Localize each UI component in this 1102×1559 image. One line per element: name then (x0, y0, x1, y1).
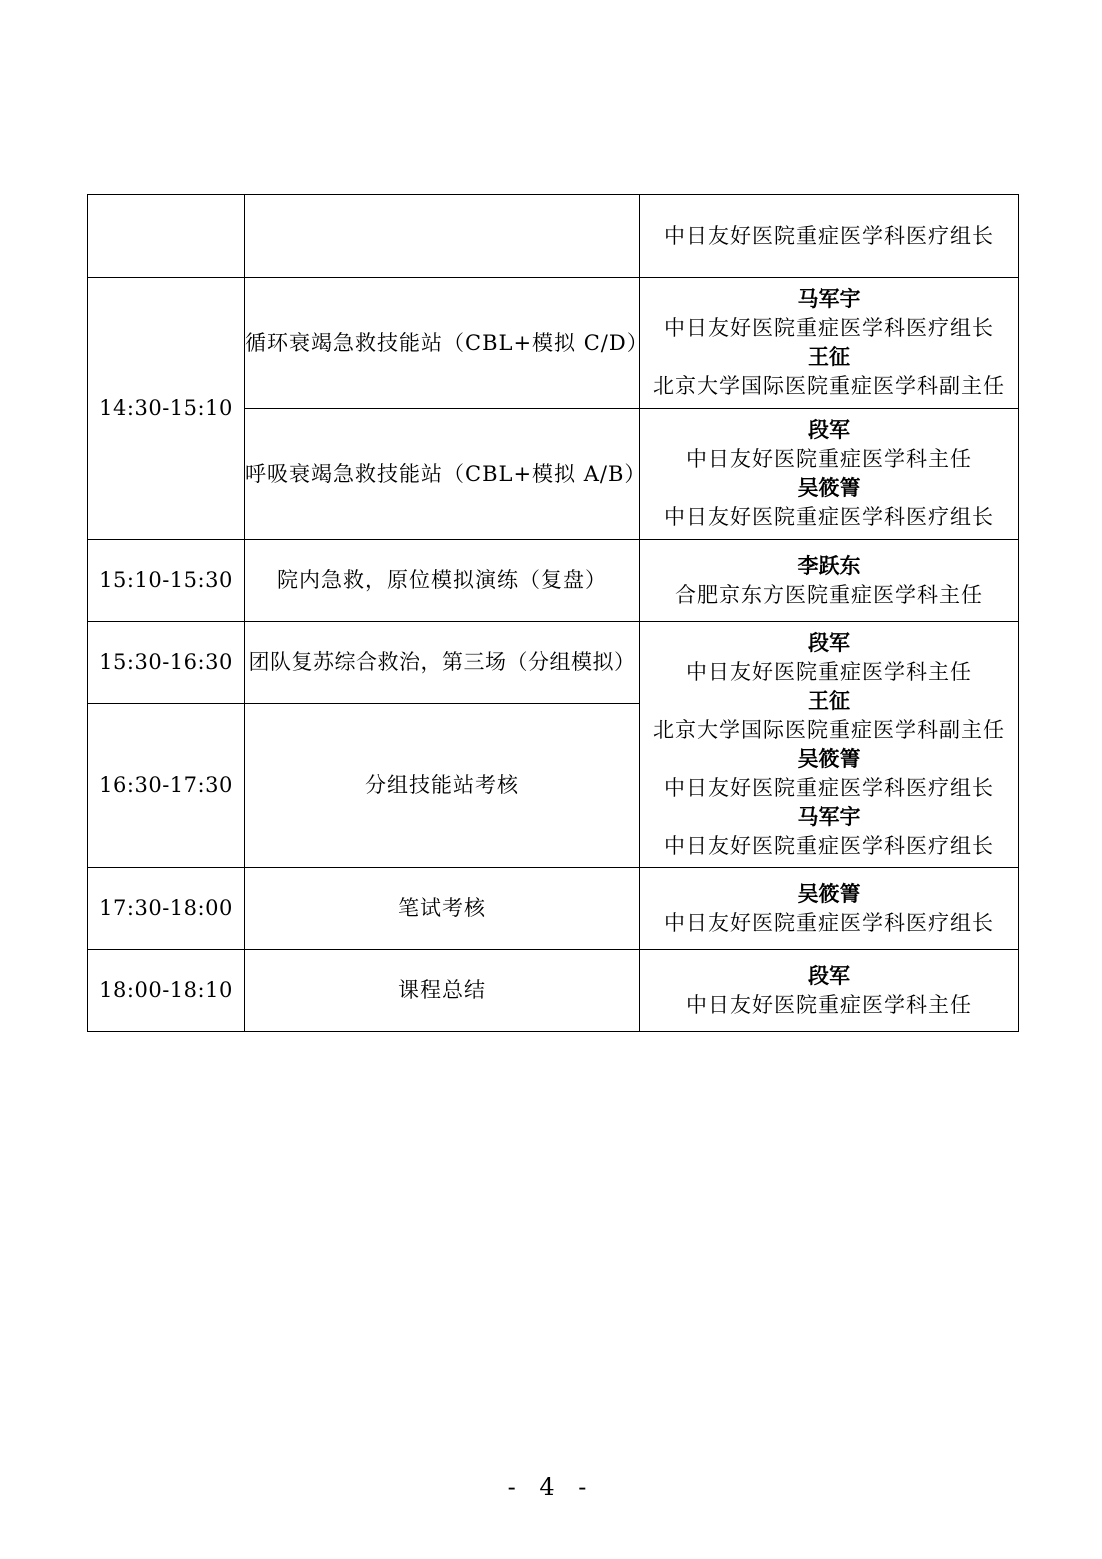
speaker-cell (640, 622, 1019, 868)
speaker-title: 中日友好医院重症医学科主任 (686, 659, 972, 684)
speaker-name: 马军宇 (797, 287, 861, 311)
speaker-entry (640, 222, 1018, 251)
topic-cell: 院内急救，原位模拟演练（复盘） (245, 540, 640, 622)
speaker-name: 王征 (808, 345, 850, 369)
speaker-entry (640, 552, 1018, 610)
speaker-cell (640, 278, 1019, 409)
speaker-entry (640, 285, 1018, 343)
table-row (88, 195, 1019, 278)
speaker-name: 段军 (808, 963, 850, 988)
speaker-cell (640, 409, 1019, 540)
speaker-title: 中日友好医院重症医学科医疗组长 (664, 910, 994, 935)
table-row (88, 950, 1019, 1032)
speaker-title: 中日友好医院重症医学科医疗组长 (664, 223, 994, 248)
speaker-cell (640, 540, 1019, 622)
time-cell (88, 195, 245, 278)
speaker-title: 中日友好医院重症医学科医疗组长 (664, 775, 994, 800)
speaker-title: 中日友好医院重症医学科医疗组长 (664, 833, 994, 858)
speaker-title: 中日友好医院重症医学科医疗组长 (664, 316, 994, 340)
time-cell: 15:10-15:30 (88, 540, 245, 622)
topic-cell: 团队复苏综合救治，第三场（分组模拟） (245, 622, 640, 704)
speaker-name: 吴筱箐 (797, 476, 861, 500)
time-cell: 18:00-18:10 (88, 950, 245, 1032)
topic-cell: 循环衰竭急救技能站（CBL+模拟 C/D） (245, 278, 640, 409)
speaker-cell (640, 950, 1019, 1032)
speaker-name: 段军 (808, 630, 850, 655)
speaker-name: 李跃东 (797, 553, 861, 578)
time-cell: 16:30-17:30 (88, 704, 245, 868)
time-cell: 15:30-16:30 (88, 622, 245, 704)
table-row (88, 540, 1019, 622)
topic-cell: 笔试考核 (245, 868, 640, 950)
page-number: - 4 - (507, 1473, 595, 1501)
speaker-entry (640, 629, 1018, 687)
speaker-title: 中日友好医院重症医学科医疗组长 (664, 505, 994, 529)
speaker-name: 吴筱箐 (797, 746, 861, 771)
topic-cell (245, 195, 640, 278)
speaker-entry (640, 416, 1018, 474)
speaker-cell (640, 195, 1019, 278)
speaker-cell (640, 868, 1019, 950)
speaker-name: 吴筱箐 (797, 881, 861, 906)
speaker-title: 中日友好医院重症医学科主任 (686, 447, 972, 471)
topic-cell: 呼吸衰竭急救技能站（CBL+模拟 A/B） (245, 409, 640, 540)
speaker-entry (640, 745, 1018, 803)
speaker-entry (640, 962, 1018, 1020)
speaker-entry (640, 343, 1018, 401)
topic-cell: 课程总结 (245, 950, 640, 1032)
speaker-title: 北京大学国际医院重症医学科副主任 (653, 374, 1005, 398)
table-row (88, 278, 1019, 409)
topic-cell: 分组技能站考核 (245, 704, 640, 868)
time-cell: 17:30-18:00 (88, 868, 245, 950)
table-row (88, 622, 1019, 704)
time-cell: 14:30-15:10 (88, 278, 245, 540)
speaker-name: 段军 (808, 418, 850, 442)
speaker-title: 合肥京东方医院重症医学科主任 (675, 582, 983, 607)
speaker-entry (640, 803, 1018, 861)
speaker-title: 北京大学国际医院重症医学科副主任 (653, 717, 1005, 742)
table-row (88, 868, 1019, 950)
speaker-title: 中日友好医院重症医学科主任 (686, 992, 972, 1017)
speaker-entry (640, 880, 1018, 938)
speaker-name: 王征 (808, 688, 850, 713)
speaker-name: 马军宇 (797, 804, 861, 829)
speaker-entry (640, 474, 1018, 532)
speaker-entry (640, 687, 1018, 745)
schedule-table (87, 194, 1019, 1032)
